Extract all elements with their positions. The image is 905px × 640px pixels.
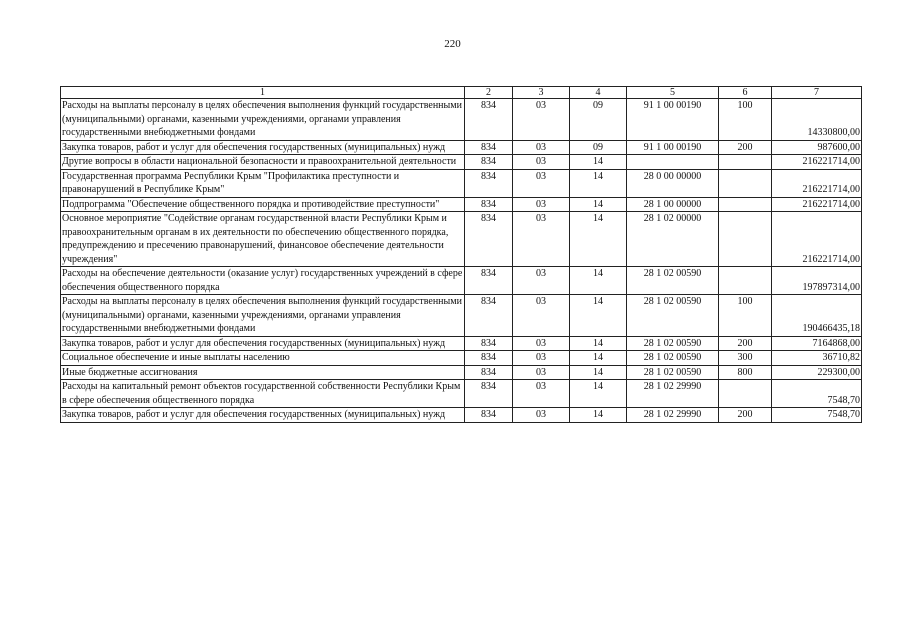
table-row: [61, 197, 862, 212]
target-article-cell: 28 1 00 00000: [627, 197, 719, 212]
section-code-cell: 03: [513, 212, 570, 267]
subsection-code-cell: 14: [570, 197, 627, 212]
section-code-cell: 03: [513, 169, 570, 197]
amount-cell: 7548,70: [772, 380, 862, 408]
table-row: [61, 408, 862, 423]
ministry-code-cell: 834: [465, 212, 513, 267]
expense-name-cell: Расходы на капитальный ремонт объектов государственной собственности Республики Крым в сфере обеспечения общественного порядка: [61, 380, 465, 408]
table-row: [61, 155, 862, 170]
target-article-cell: 28 1 02 00590: [627, 351, 719, 366]
amount-cell: 14330800,00: [772, 99, 862, 141]
header-cell: 4: [570, 87, 627, 99]
target-article-cell: 91 1 00 00190: [627, 99, 719, 141]
table-row: [61, 351, 862, 366]
subsection-code-cell: 14: [570, 295, 627, 337]
amount-cell: 197897314,00: [772, 267, 862, 295]
section-code-cell: 03: [513, 408, 570, 423]
table-row: [61, 365, 862, 380]
subsection-code-cell: 14: [570, 408, 627, 423]
ministry-code-cell: 834: [465, 267, 513, 295]
section-code-cell: 03: [513, 351, 570, 366]
expense-type-cell: [719, 212, 772, 267]
section-code-cell: 03: [513, 155, 570, 170]
expense-name-cell: Другие вопросы в области национальной безопасности и правоохранительной деятельности: [61, 155, 465, 170]
section-code-cell: 03: [513, 295, 570, 337]
expense-name-cell: Государственная программа Республики Крым "Профилактика преступности и правонарушений в Республике Крым": [61, 169, 465, 197]
header-cell: 3: [513, 87, 570, 99]
ministry-code-cell: 834: [465, 351, 513, 366]
table-row: [61, 295, 862, 337]
expense-name-cell: Закупка товаров, работ и услуг для обеспечения государственных (муниципальных) нужд: [61, 336, 465, 351]
subsection-code-cell: 14: [570, 267, 627, 295]
ministry-code-cell: 834: [465, 155, 513, 170]
expense-type-cell: 200: [719, 140, 772, 155]
subsection-code-cell: 09: [570, 99, 627, 141]
ministry-code-cell: 834: [465, 365, 513, 380]
table-row: [61, 336, 862, 351]
section-code-cell: 03: [513, 99, 570, 141]
target-article-cell: 28 1 02 29990: [627, 408, 719, 423]
subsection-code-cell: 14: [570, 169, 627, 197]
amount-cell: 7548,70: [772, 408, 862, 423]
subsection-code-cell: 14: [570, 365, 627, 380]
expense-type-cell: 200: [719, 336, 772, 351]
expense-name-cell: Закупка товаров, работ и услуг для обеспечения государственных (муниципальных) нужд: [61, 140, 465, 155]
table-header-row: [61, 87, 862, 99]
subsection-code-cell: 14: [570, 212, 627, 267]
expense-name-cell: Расходы на выплаты персоналу в целях обеспечения выполнения функций государственными (муниципальными) органами, казенными учреждениями, органами управления государственными внебюджетными фондами: [61, 99, 465, 141]
table-row: [61, 267, 862, 295]
target-article-cell: 28 1 02 29990: [627, 380, 719, 408]
section-code-cell: 03: [513, 197, 570, 212]
expense-type-cell: 800: [719, 365, 772, 380]
section-code-cell: 03: [513, 365, 570, 380]
section-code-cell: 03: [513, 267, 570, 295]
header-cell: 5: [627, 87, 719, 99]
target-article-cell: 28 1 02 00590: [627, 336, 719, 351]
amount-cell: 987600,00: [772, 140, 862, 155]
section-code-cell: 03: [513, 140, 570, 155]
header-cell: 6: [719, 87, 772, 99]
amount-cell: 7164868,00: [772, 336, 862, 351]
target-article-cell: 28 1 02 00000: [627, 212, 719, 267]
expense-type-cell: 300: [719, 351, 772, 366]
section-code-cell: 03: [513, 336, 570, 351]
table-row: [61, 140, 862, 155]
amount-cell: 229300,00: [772, 365, 862, 380]
amount-cell: 190466435,18: [772, 295, 862, 337]
ministry-code-cell: 834: [465, 169, 513, 197]
table-row: [61, 212, 862, 267]
subsection-code-cell: 14: [570, 336, 627, 351]
header-cell: 2: [465, 87, 513, 99]
amount-cell: 216221714,00: [772, 197, 862, 212]
subsection-code-cell: 14: [570, 155, 627, 170]
amount-cell: 216221714,00: [772, 169, 862, 197]
ministry-code-cell: 834: [465, 140, 513, 155]
expense-name-cell: Закупка товаров, работ и услуг для обеспечения государственных (муниципальных) нужд: [61, 408, 465, 423]
section-code-cell: 03: [513, 380, 570, 408]
table-row: [61, 99, 862, 141]
table-row: [61, 380, 862, 408]
expense-type-cell: 200: [719, 408, 772, 423]
amount-cell: 36710,82: [772, 351, 862, 366]
subsection-code-cell: 14: [570, 351, 627, 366]
expense-type-cell: [719, 169, 772, 197]
ministry-code-cell: 834: [465, 295, 513, 337]
target-article-cell: 28 1 02 00590: [627, 295, 719, 337]
expense-type-cell: [719, 380, 772, 408]
expense-type-cell: [719, 267, 772, 295]
expense-name-cell: Подпрограмма "Обеспечение общественного порядка и противодействие преступности": [61, 197, 465, 212]
expense-name-cell: Социальное обеспечение и иные выплаты населению: [61, 351, 465, 366]
expense-name-cell: Расходы на выплаты персоналу в целях обеспечения выполнения функций государственными (муниципальными) органами, казенными учреждениями, органами управления государственными внебюджетными фондами: [61, 295, 465, 337]
expense-type-cell: [719, 197, 772, 212]
header-cell: 7: [772, 87, 862, 99]
target-article-cell: [627, 155, 719, 170]
subsection-code-cell: 14: [570, 380, 627, 408]
subsection-code-cell: 09: [570, 140, 627, 155]
expense-name-cell: Основное мероприятие "Содействие органам государственной власти Республики Крым и правоохранительным органам в их деятельности по обеспечению общественного порядка, предупреждению и пресечению правонарушений, финансовое обеспечение деятельности учреждения": [61, 212, 465, 267]
budget-table: [60, 86, 862, 423]
page-number: 220: [444, 38, 461, 50]
ministry-code-cell: 834: [465, 197, 513, 212]
target-article-cell: 28 1 02 00590: [627, 267, 719, 295]
amount-cell: 216221714,00: [772, 155, 862, 170]
header-cell: 1: [61, 87, 465, 99]
expense-name-cell: Расходы на обеспечение деятельности (оказание услуг) государственных учреждений в сфере обеспечения общественного порядка: [61, 267, 465, 295]
expense-type-cell: 100: [719, 99, 772, 141]
ministry-code-cell: 834: [465, 99, 513, 141]
ministry-code-cell: 834: [465, 380, 513, 408]
table-row: [61, 169, 862, 197]
ministry-code-cell: 834: [465, 408, 513, 423]
expense-name-cell: Иные бюджетные ассигнования: [61, 365, 465, 380]
target-article-cell: 28 0 00 00000: [627, 169, 719, 197]
target-article-cell: 28 1 02 00590: [627, 365, 719, 380]
expense-type-cell: 100: [719, 295, 772, 337]
expense-type-cell: [719, 155, 772, 170]
target-article-cell: 91 1 00 00190: [627, 140, 719, 155]
amount-cell: 216221714,00: [772, 212, 862, 267]
ministry-code-cell: 834: [465, 336, 513, 351]
